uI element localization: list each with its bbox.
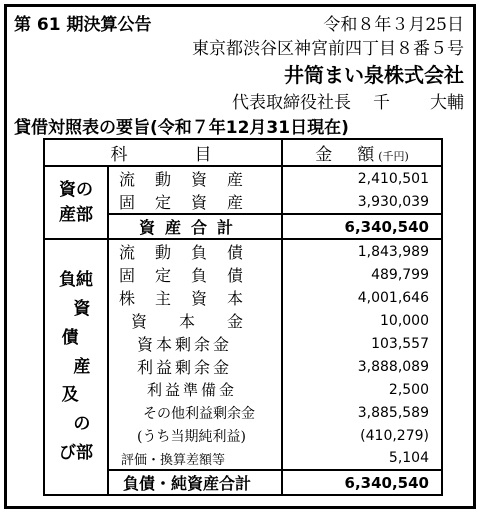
representative [232, 88, 464, 113]
row-value: 3,888,089 [282, 355, 442, 378]
notice-date: 令和８年３月25日 [323, 15, 464, 35]
row-label: 固定資産 [108, 190, 282, 214]
row-label: 資 本 金 [108, 309, 282, 332]
amount-column-header [282, 139, 442, 166]
unit-label: (千円) [378, 150, 409, 163]
amount-header-label: 金 額 [315, 145, 379, 165]
rep-name-given: 大輔 [430, 93, 464, 113]
grand-total-label: 負債・純資産合計 [108, 470, 282, 495]
grand-total-value: 6,340,540 [282, 470, 442, 495]
row-value: 3,930,039 [282, 190, 442, 214]
row-value: 103,557 [282, 332, 442, 355]
table-row [44, 166, 442, 190]
row-value: 4,001,646 [282, 286, 442, 309]
table-header-row [44, 139, 442, 166]
company-address: 東京都渋谷区神宮前四丁目８番５号 [192, 39, 464, 59]
assets-category: 資の 産部 [44, 166, 108, 239]
row-label: 資本剰余金 [108, 332, 282, 355]
item-column-header: 科 目 [44, 139, 282, 166]
balance-sheet-table [43, 138, 443, 496]
row-label: 固定負債 [108, 263, 282, 286]
rep-name-family: 千 [373, 93, 390, 113]
row-label: (うち当期純利益) [108, 424, 282, 447]
row-label: 評価・換算差額等 [108, 447, 282, 470]
row-label: 利益準備金 [108, 378, 282, 401]
row-value: 10,000 [282, 309, 442, 332]
row-label: 流動資産 [108, 166, 282, 190]
row-label: 流動負債 [108, 239, 282, 263]
assets-total-label: 資産合計 [108, 214, 282, 239]
row-label: その他利益剰余金 [108, 401, 282, 424]
row-value: (410,279) [282, 424, 442, 447]
liabilities-category: 負純 資 債 産 及 の び部 [44, 239, 108, 495]
assets-total-value: 6,340,540 [282, 214, 442, 239]
row-value: 3,885,589 [282, 401, 442, 424]
row-value: 1,843,989 [282, 239, 442, 263]
balance-sheet-title: 貸借対照表の要旨(令和７年12月31日現在) [14, 118, 349, 138]
company-name: 井筒まい泉株式会社 [284, 63, 464, 87]
table-row [44, 239, 442, 263]
row-label: 利益剰余金 [108, 355, 282, 378]
row-label: 株主資本 [108, 286, 282, 309]
row-value: 489,799 [282, 263, 442, 286]
issue-title: 第 61 期決算公告 [14, 15, 152, 35]
rep-title: 代表取締役社長 [232, 93, 351, 113]
row-value: 2,410,501 [282, 166, 442, 190]
row-value: 5,104 [282, 447, 442, 470]
row-value: 2,500 [282, 378, 442, 401]
